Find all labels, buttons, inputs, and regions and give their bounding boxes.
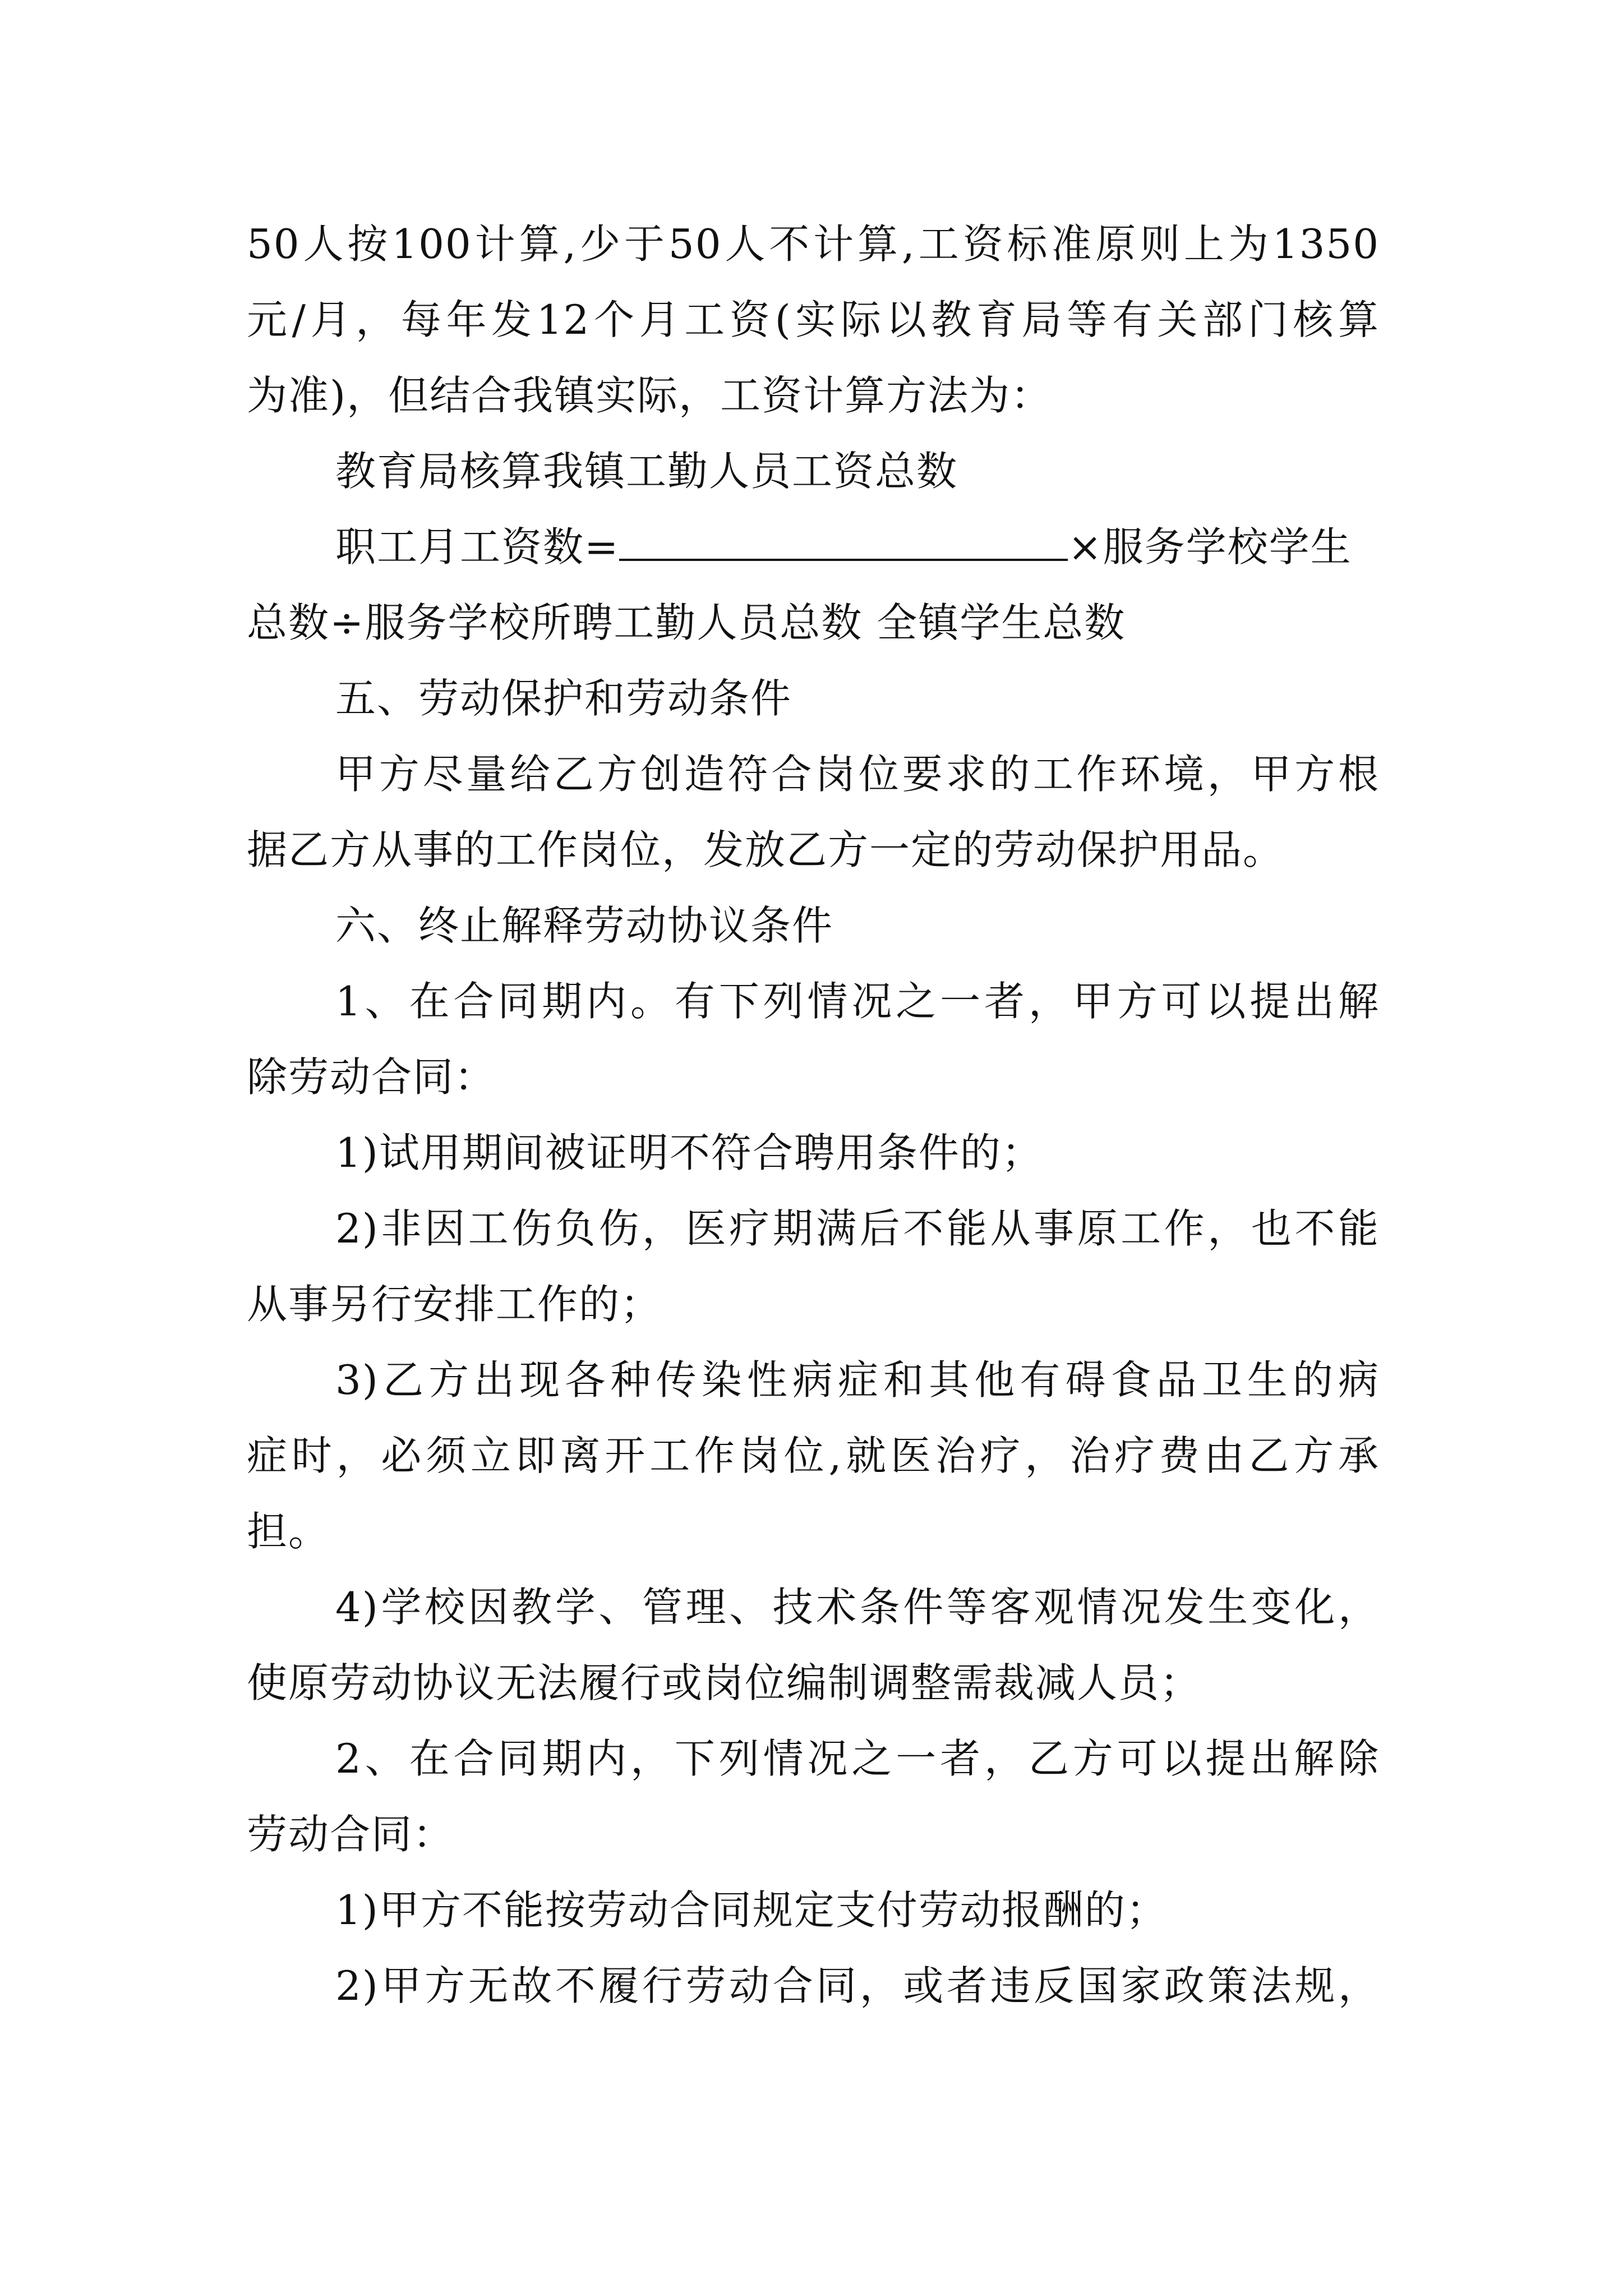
list-item: 2)非因工伤负伤，医疗期满后不能从事原工作，也不能 (335, 1205, 1380, 1252)
text-line: 为准)，但结合我镇实际，工资计算方法为： (247, 372, 1053, 419)
text-line: 劳动合同： (247, 1811, 455, 1858)
formula-blank-line (619, 525, 1068, 561)
salary-formula-line (335, 508, 1380, 586)
list-item: 4)学校因教学、管理、技术条件等客观情况发生变化， (335, 1584, 1380, 1631)
text-line: 除劳动合同： (247, 1053, 496, 1101)
formula-left: 职工月工资数= (335, 523, 620, 570)
text-line: 担。 (247, 1508, 330, 1555)
text-line: 教育局核算我镇工勤人员工资总数 (335, 448, 958, 495)
text-line: 元/月，每年发12个月工资(实际以教育局等有关部门核算 (247, 296, 1380, 343)
text-line: 2、在合同期内，下列情况之一者，乙方可以提出解除 (335, 1735, 1380, 1782)
list-item: 1)试用期间被证明不符合聘用条件的； (335, 1129, 1043, 1176)
section-heading: 五、劳动保护和劳动条件 (335, 675, 792, 722)
text-line: 1、在合同期内。有下列情况之一者，甲方可以提出解 (335, 978, 1380, 1025)
section-heading: 六、终止解释劳动协议条件 (335, 902, 834, 949)
list-item: 1)甲方不能按劳动合同规定支付劳动报酬的； (335, 1887, 1168, 1934)
text-line: 从事另行安排工作的； (247, 1281, 662, 1328)
list-item: 2)甲方无故不履行劳动合同，或者违反国家政策法规， (335, 1962, 1380, 2009)
text-line: 总数÷服务学校所聘工勤人员总数 全镇学生总数 (247, 599, 1126, 646)
list-item: 3)乙方出现各种传染性病症和其他有碍食品卫生的病 (335, 1356, 1380, 1404)
text-line: 据乙方从事的工作岗位，发放乙方一定的劳动保护用品。 (247, 826, 1285, 873)
text-line: 甲方尽量给乙方创造符合岗位要求的工作环境，甲方根 (335, 751, 1380, 798)
text-line: 50人按100计算,少于50人不计算,工资标准原则上为1350 (247, 220, 1380, 268)
text-line: 症时，必须立即离开工作岗位,就医治疗，治疗费由乙方承 (247, 1432, 1380, 1479)
formula-right: ×服务学校学生 (1068, 523, 1352, 570)
text-line: 使原劳动协议无法履行或岗位编制调整需裁减人员； (247, 1659, 1202, 1706)
